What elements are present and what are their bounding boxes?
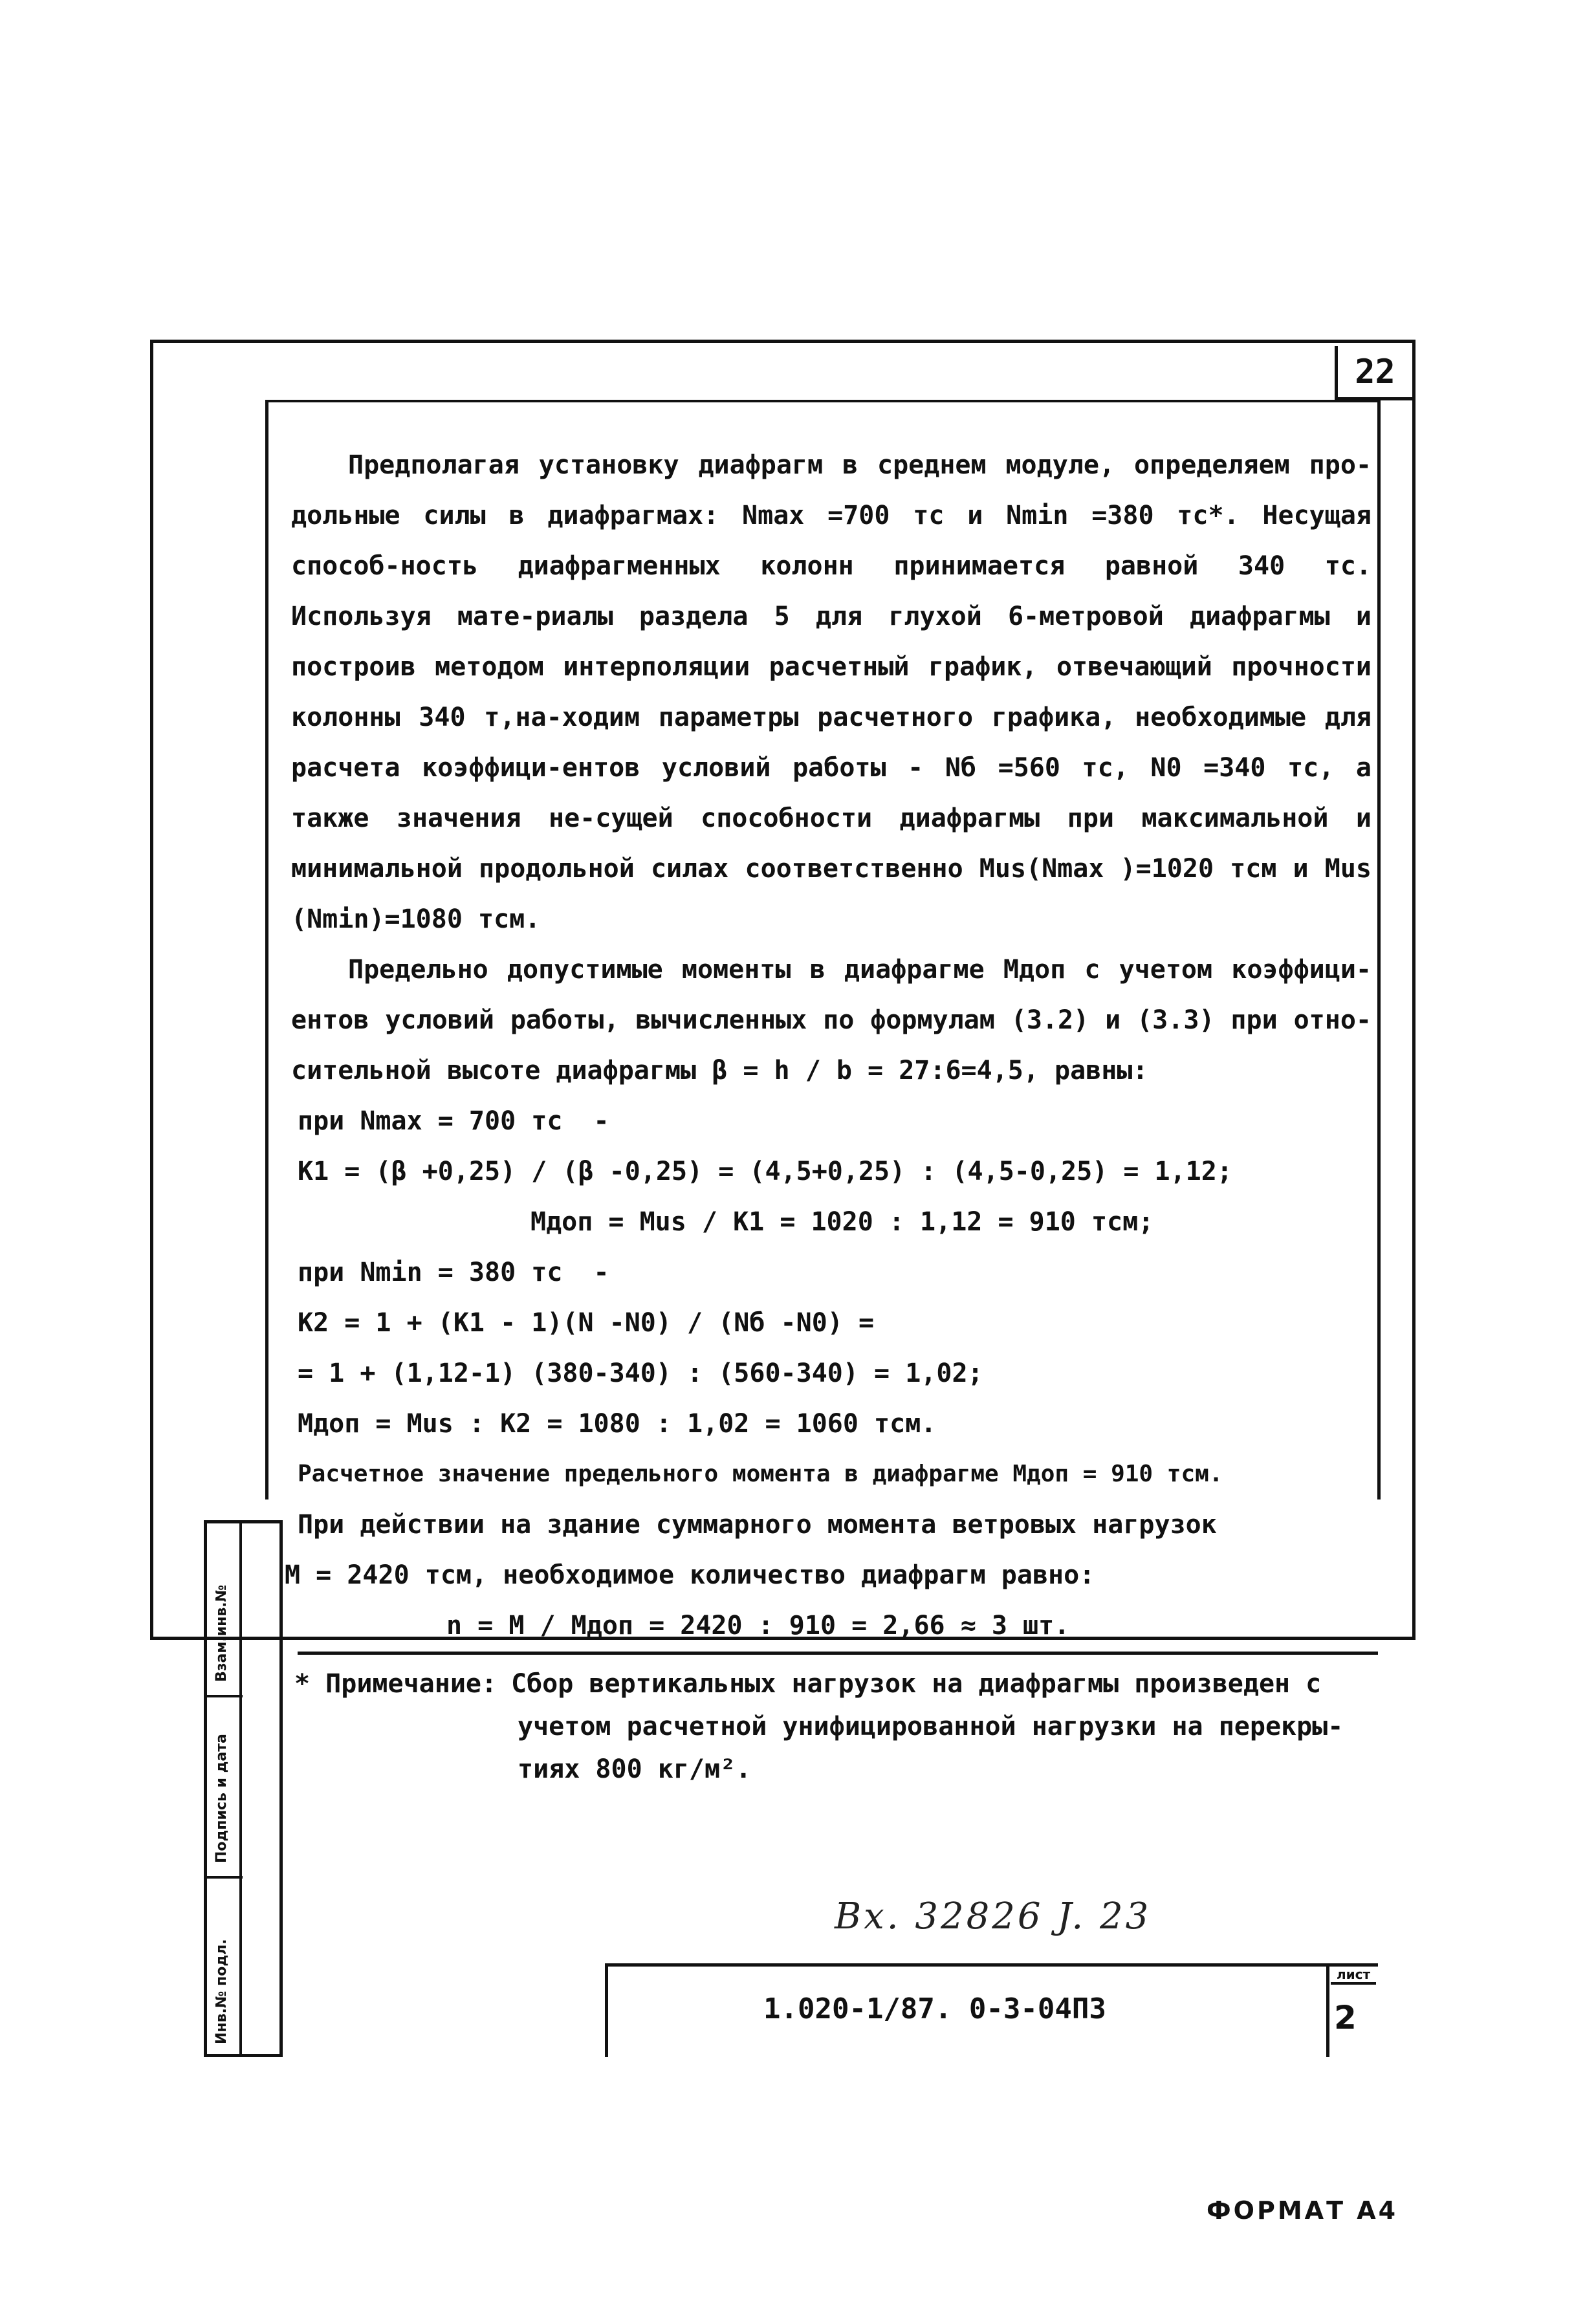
formula-line-1: при Nmax = 700 тс -: [298, 1106, 609, 1136]
side-stamp-divider: [239, 1520, 242, 2057]
format-label: ФОРМАТ А4: [1207, 2196, 1399, 2225]
formula-line-6: = 1 + (1,12-1) (380-340) : (560-340) = 1,02;: [298, 1358, 983, 1388]
document-code: 1.020-1/87. 0-3-04ПЗ: [763, 1992, 1106, 2025]
formula-line-10: M = 2420 тсм, необходимое количество диафрагм равно:: [285, 1560, 1095, 1590]
formula-line-9: При действии на здание суммарного момента ветровых нагрузок: [298, 1510, 1217, 1540]
paragraph-1: Предполагая установку диафрагм в среднем модуле, определяем про-дольные силы в диафрагмах: Nmax =700 тс и Nmin =380 тс*. Несущая способ-ность диафрагменных колонн принимается равной 340 тс. Используя мате-риалы раздела 5 для глухой 6-метровой диафрагмы и построив методом интерполяции расчетный график, отвечающий прочности колонны 340 т,на-ходим параметры расчетного графика, необходимые для расчета коэффици-ентов условий работы - Nб =560 тс, N0 =340 тс, а также значения не-сущей способности диафрагмы при максимальной и минимальной продольной силах соответственно Mus(Nmax )=1020 тсм и Mus (Nmin)=1080 тсм.: [291, 450, 1372, 934]
formula-line-11: n = M / Mдоп = 2420 : 910 = 2,66 ≈ 3 шт.: [446, 1611, 1070, 1641]
formula-line-4: при Nmin = 380 тс -: [298, 1258, 609, 1287]
footnote: [294, 1663, 1375, 1791]
main-text: [285, 440, 1372, 1651]
side-stamp-label-inventory: Инв.№ подл.: [213, 1939, 230, 2044]
formula-line-5: K2 = 1 + (K1 - 1)(N -N0) / (Nб -N0) =: [298, 1308, 875, 1338]
note-label: * Примечание:: [294, 1669, 497, 1699]
side-stamp-row-divider: [204, 1695, 243, 1697]
side-stamp-label-replace: Взам.инв.№: [213, 1584, 230, 1682]
handwritten-registration-stamp: Вх. 32826 J. 23: [835, 1895, 1152, 1937]
note-line-1: Сбор вертикальных нагрузок на диафрагмы произведен с: [511, 1669, 1322, 1699]
sheet-label: лист: [1331, 1967, 1376, 1985]
paragraph-2: Предельно допустимые моменты в диафрагме Mдоп с учетом коэффици-ентов условий работы, вычисленных по формулам (3.2) и (3.3) при отно-сительной высоте диафрагмы β = h / b = 27:6=4,5, равны:: [291, 955, 1372, 1085]
side-stamp-row-divider: [204, 1876, 243, 1879]
note-divider: [298, 1652, 1378, 1655]
side-stamp-label-signature: Подпись и дата: [213, 1734, 230, 1863]
formula-line-3: Mдоп = Mus / K1 = 1020 : 1,12 = 910 тсм;: [530, 1207, 1154, 1237]
note-line-3: тиях 800 кг/м².: [518, 1754, 752, 1784]
formula-line-7: Mдоп = Mus : K2 = 1080 : 1,02 = 1060 тсм.: [298, 1409, 937, 1439]
formula-line-2: K1 = (β +0,25) / (β -0,25) = (4,5+0,25) : (4,5-0,25) = 1,12;: [298, 1157, 1232, 1186]
page-number: 22: [1335, 346, 1412, 400]
formula-line-8: Расчетное значение предельного момента в диафрагме Mдоп = 910 тсм.: [298, 1461, 1223, 1487]
sheet-number: 2: [1334, 1999, 1357, 2036]
note-line-2: учетом расчетной унифицированной нагрузки на перекры-: [518, 1712, 1344, 1741]
